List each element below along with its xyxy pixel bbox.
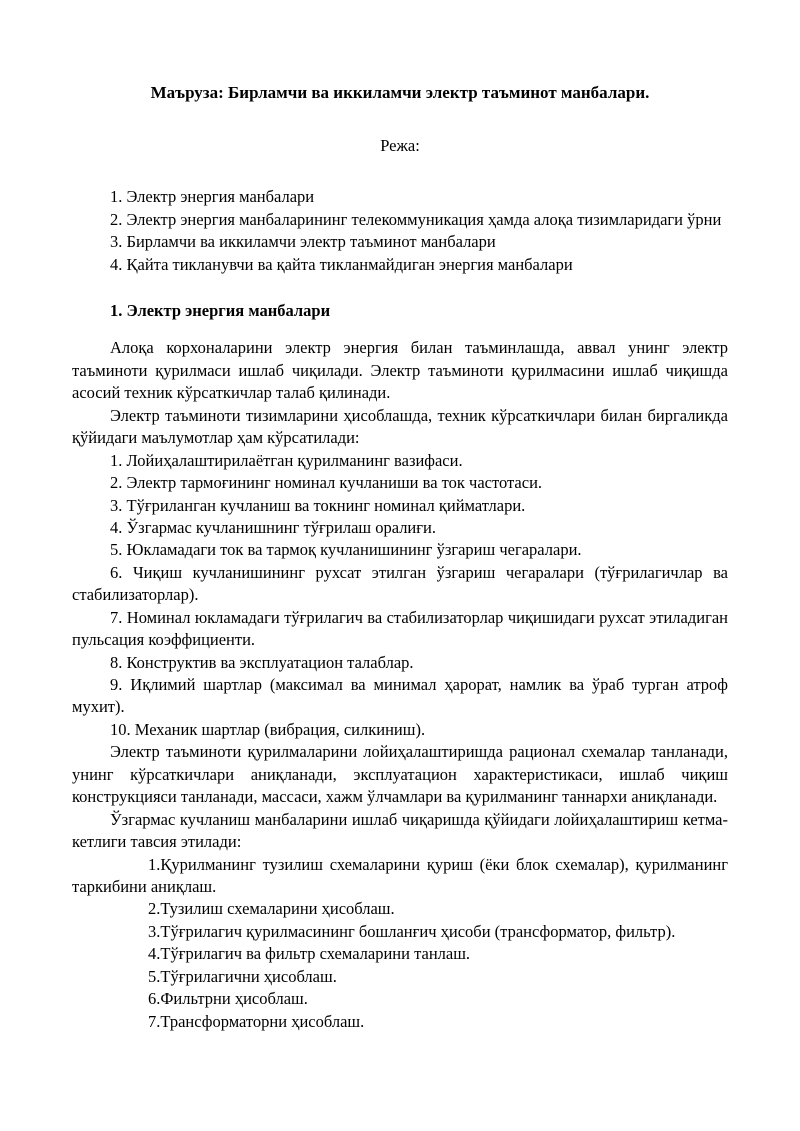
list-item-number: 2. — [110, 209, 123, 229]
list-item-number: 8. — [110, 652, 123, 672]
list-item-number: 5. — [148, 966, 161, 986]
list-item-number: 5. — [110, 540, 123, 560]
list-item-number: 6. — [148, 989, 161, 1009]
requirements-list — [72, 450, 728, 742]
list-item-text: Чиқиш кучланишининг рухсат этилган ўзгариш чегаралари (тўғрилагичлар ва стабилизаторлар). — [72, 562, 729, 605]
list-item-text: Тўғрилагични ҳисоблаш. — [160, 966, 337, 986]
paragraph-systems: Электр таъминоти тизимларини ҳисоблашда, техник кўрсаткичлари билан биргаликда қўйидаги маълумотлар ҳам кўрсатилади: — [72, 405, 728, 448]
list-item-number: 3. — [148, 921, 161, 941]
list-item — [72, 652, 728, 674]
list-item-number: 6. — [110, 562, 123, 582]
list-item-number: 9. — [110, 675, 123, 694]
plan-label: Режа: — [380, 136, 420, 156]
list-item-text: Трансформаторни ҳисоблаш. — [160, 1011, 365, 1031]
list-item — [72, 921, 728, 943]
list-item-number: 3. — [110, 495, 123, 515]
list-item — [72, 988, 728, 1010]
section-heading: 1. Электр энергия манбалари — [110, 301, 331, 320]
list-item — [72, 539, 728, 561]
list-item — [72, 450, 728, 472]
list-item-text: Ўзгармас кучланишнинг тўғрилаш оралиғи. — [126, 517, 436, 537]
list-item-number: 1. — [148, 854, 161, 874]
list-item — [72, 898, 728, 920]
list-item — [72, 719, 728, 741]
paragraph-sequence: Ўзгармас кучланиш манбаларини ишлаб чиқаришда қўйидаги лойиҳалаштириш кетма-кетлиги тавсия этилади: — [72, 809, 728, 852]
list-item-number: 2. — [110, 473, 123, 493]
design-steps-list — [72, 854, 728, 1034]
list-item-text: Юкламадаги ток ва тармоқ кучланишининг ўзгариш чегаралари. — [126, 540, 582, 560]
list-item-text: Тўғрилагич ва фильтр схемаларини танлаш. — [160, 944, 471, 964]
list-item-number: 3. — [110, 232, 123, 252]
list-item — [72, 472, 728, 494]
list-item-number: 1. — [110, 450, 123, 470]
list-item-text: Лойиҳалаштирилаётган қурилманинг вазифаси. — [126, 450, 463, 470]
list-item — [72, 674, 728, 719]
list-item-text: Қайта тикланувчи ва қайта тикланмайдиган энергия манбалари — [126, 254, 573, 274]
page-title: Маъруза: Бирламчи ва иккиламчи электр таъминот манбалари. — [150, 83, 650, 102]
list-item-text: Фильтрни ҳисоблаш. — [160, 989, 308, 1009]
list-item-number: 2. — [148, 899, 161, 919]
list-item-text: Тўғриланган кучланиш ва токнинг номинал қийматлари. — [126, 495, 526, 515]
list-item-text: Бирламчи ва иккиламчи электр таъминот манбалари — [126, 232, 496, 252]
paragraph-intro: Алоқа корхоналарини электр энергия билан таъминлашда, аввал унинг электр таъминоти қурилмаси ишлаб чиқилади. Электр таъминоти қурилмасини ишлаб чиқишда асосий техник кўрсаткичлар талаб қилинади. — [72, 338, 728, 403]
list-item — [72, 231, 728, 253]
list-item — [72, 1011, 728, 1033]
plan-list — [72, 186, 728, 276]
list-item-number: 7. — [148, 1011, 161, 1031]
list-item-text: Электр тармоғининг номинал кучланиши ва ток частотаси. — [126, 473, 543, 493]
list-item-text: Конструктив ва эксплуатацион талаблар. — [126, 652, 414, 672]
list-item-text: Қурилманинг тузилиш схемаларини қуриш (ёки блок схемалар), қурилманинг таркибини аниқлаш. — [72, 854, 728, 896]
list-item-number: 1. — [110, 187, 123, 207]
list-item-number: 4. — [110, 517, 123, 537]
list-item — [72, 495, 728, 517]
list-item-text: Номинал юкламадаги тўғрилагич ва стабилизаторлар чиқишидаги рухсат этиладиган пульсация коэффициенти. — [72, 607, 728, 650]
list-item-number: 10. — [110, 719, 131, 739]
list-item — [72, 966, 728, 988]
list-item-number: 4. — [110, 254, 123, 274]
list-item-number: 7. — [110, 607, 123, 627]
paragraph-design: Электр таъминоти қурилмаларини лойиҳалаштиришда рационал схемалар танланади, унинг кўрсаткичлари аниқланади, эксплуатацион характеристикаси, ишлаб чиқиш конструкцияси танланади, массаси, хажм ўлчамлари ва қурилманинг таннархи аниқланади. — [72, 742, 728, 807]
list-item-number: 4. — [148, 944, 161, 964]
list-item-text: Электр энергия манбаларининг телекоммуникация ҳамда алоқа тизимларидаги ўрни — [126, 209, 722, 229]
list-item-text: Электр энергия манбалари — [126, 187, 315, 207]
list-item — [72, 854, 728, 899]
list-item — [72, 209, 728, 231]
list-item — [72, 607, 728, 652]
list-item — [72, 186, 728, 208]
list-item-text: Тўғрилагич қурилмасининг бошланғич ҳисоби (трансформатор, фильтр). — [160, 921, 676, 941]
list-item — [72, 254, 728, 276]
list-item-text: Тузилиш схемаларини ҳисоблаш. — [160, 899, 395, 919]
list-item — [72, 943, 728, 965]
list-item — [72, 517, 728, 539]
list-item-text: Механик шартлар (вибрация, силкиниш). — [134, 719, 426, 739]
list-item-text: Иқлимий шартлар (максимал ва минимал ҳарорат, намлик ва ўраб турган атроф мухит). — [72, 675, 728, 717]
list-item — [72, 562, 728, 607]
